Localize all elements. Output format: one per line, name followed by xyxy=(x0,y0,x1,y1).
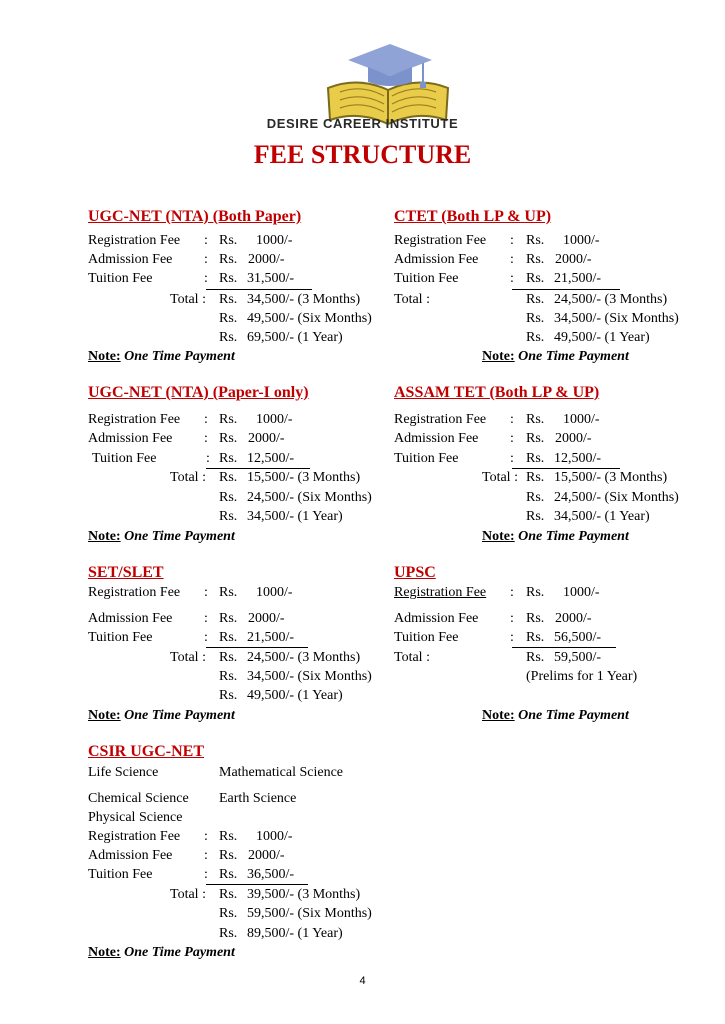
note: Note: One Time Payment xyxy=(482,529,629,544)
section-title: CSIR UGC-NET xyxy=(88,743,205,760)
note: Note: One Time Payment xyxy=(88,529,235,544)
total-6m: 49,500/- (Six Months) xyxy=(247,311,372,326)
subject: Life Science xyxy=(88,765,159,780)
reg-label: Registration Fee xyxy=(88,233,181,248)
total-label: Total : xyxy=(170,292,206,307)
adm-label: Admission Fee xyxy=(88,252,173,267)
sum-rule xyxy=(206,884,308,885)
sum-rule xyxy=(206,468,310,469)
sum-rule xyxy=(512,647,616,648)
institute-name: DESIRE CAREER INSTITUTE xyxy=(266,116,459,131)
page-number: 4 xyxy=(359,975,366,987)
note: Note: One Time Payment xyxy=(482,349,629,364)
note: Note: One Time Payment xyxy=(88,945,235,960)
note: Note: One Time Payment xyxy=(482,708,629,723)
sum-rule xyxy=(206,289,312,290)
note: Note: One Time Payment xyxy=(88,708,235,723)
subject: Earth Science xyxy=(219,791,297,806)
total-1y: 69,500/- (1 Year) xyxy=(247,330,343,345)
tui-fee: 31,500/- xyxy=(247,271,295,286)
section-title: ASSAM TET (Both LP & UP) xyxy=(394,384,600,401)
note: Note: One Time Payment xyxy=(88,349,235,364)
subject: Chemical Science xyxy=(88,791,189,806)
section-title: UPSC xyxy=(394,564,436,581)
section-title: SET/SLET xyxy=(88,564,164,581)
page-title: FEE STRUCTURE xyxy=(253,140,472,169)
adm-fee: 2000/- xyxy=(248,252,285,267)
subject: Mathematical Science xyxy=(219,765,343,780)
reg-fee: 1000/- xyxy=(256,233,293,248)
tui-label: Tuition Fee xyxy=(88,271,153,286)
total-3m: 34,500/- (3 Months) xyxy=(247,292,361,307)
subject: Physical Science xyxy=(88,810,183,825)
section-title: UGC-NET (NTA) (Paper-I only) xyxy=(88,384,309,401)
sum-rule xyxy=(512,468,620,469)
section-title: UGC-NET (NTA) (Both Paper) xyxy=(88,208,302,225)
sum-rule xyxy=(512,289,620,290)
sum-rule xyxy=(206,647,308,648)
section-title: CTET (Both LP & UP) xyxy=(394,208,552,225)
